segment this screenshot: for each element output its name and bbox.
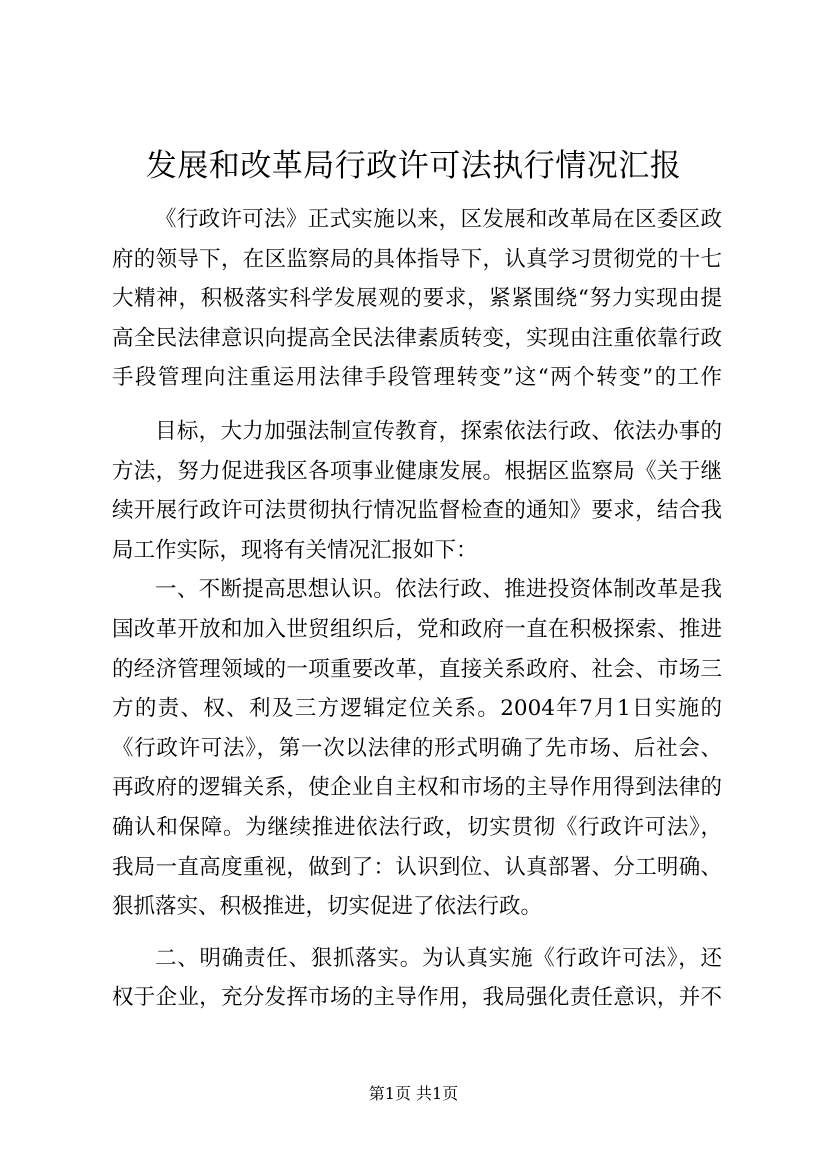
body-line: 方法，努力促进我区各项事业健康发展。根据区监察局《关于继 [112,458,722,484]
body-line: 我局一直高度重视，做到了：认识到位、认真部署、分工明确、 [112,854,722,880]
body-line: 府的领导下，在区监察局的具体指导下，认真学习贯彻党的十七 [112,246,722,272]
body-line: 狠抓落实、积极推进，切实促进了依法行政。 [112,894,543,920]
body-line: 《行政许可法》，第一次以法律的形式明确了先市场、后社会、 [112,735,722,761]
body-line: 高全民法律意识向提高全民法律素质转变，实现由注重依靠行政 [112,325,722,351]
body-line: 局工作实际，现将有关情况汇报如下： [112,537,478,563]
body-line: 的经济管理领域的一项重要改革，直接关系政府、社会、市场三 [112,656,722,682]
document-body [112,200,722,1018]
body-line: 方的责、权、利及三方逻辑定位关系。2004年7月1日实施的 [112,696,722,722]
body-line: 大精神，积极落实科学发展观的要求，紧紧围绕“努力实现由提 [112,286,722,312]
body-line: 二、明确责任、狠抓落实。为认真实施《行政许可法》，还 [155,945,722,971]
page-footer: 第1页 共1页 [368,1084,459,1103]
body-line: 目标，大力加强法制宣传教育，探索依法行政、依法办事的 [155,418,722,444]
body-line: 确认和保障。为继续推进依法行政，切实贯彻《行政许可法》， [112,814,722,840]
body-line: 续开展行政许可法贯彻执行情况监督检查的通知》要求，结合我 [112,498,722,524]
body-line: 国改革开放和加入世贸组织后，党和政府一直在积极探索、推进 [112,616,722,642]
body-line: 手段管理向注重运用法律手段管理转变”这“两个转变”的工作 [112,365,722,391]
body-line: 再政府的逻辑关系，使企业自主权和市场的主导作用得到法律的 [112,775,722,801]
body-line: 《行政许可法》正式实施以来，区发展和改革局在区委区政 [155,207,722,232]
body-line: 一、不断提高思想认识。依法行政、推进投资体制改革是我 [155,577,722,603]
document-title: 发展和改革局行政许可法执行情况汇报 [145,148,682,184]
body-line: 权于企业，充分发挥市场的主导作用，我局强化责任意识，并不 [112,985,722,1011]
